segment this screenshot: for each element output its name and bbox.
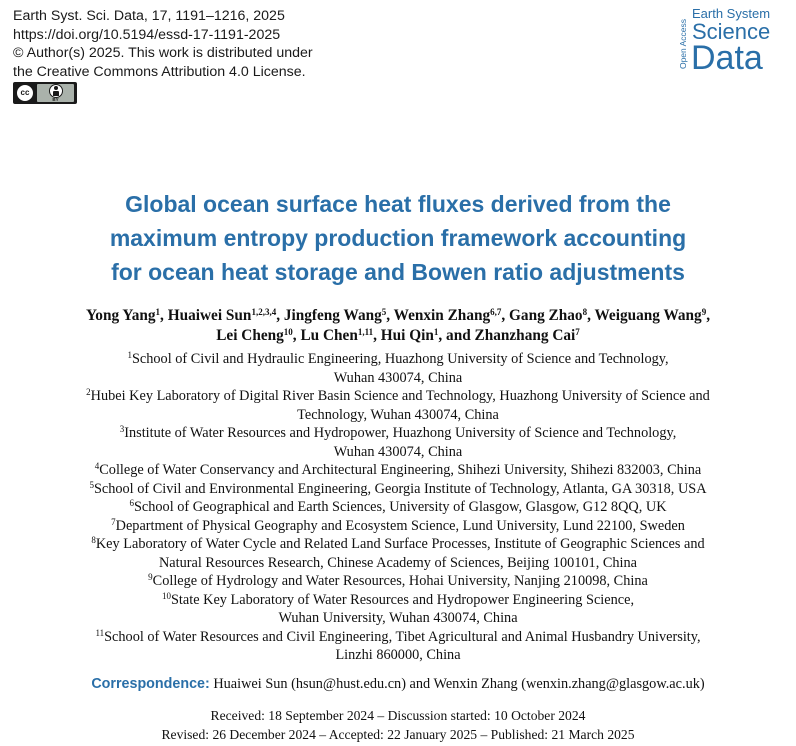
author-name: Weiguang Wang	[594, 307, 702, 324]
by-label: BY	[52, 97, 59, 102]
affiliation-item	[0, 350, 796, 369]
author-name: Lu Chen	[300, 327, 358, 344]
publication-dates	[0, 706, 796, 744]
affiliation-item	[0, 461, 796, 480]
affiliation-text: Department of Physical Geography and Ecosystem Science, Lund University, Lund 22100, Sweden	[115, 517, 685, 534]
affiliation-text: Key Laboratory of Water Cycle and Related Land Surface Processes, Institute of Geographic Sciences and	[95, 536, 705, 552]
author-separator: ,	[706, 307, 711, 324]
affiliation-number: 6	[129, 498, 134, 508]
author-name: Huaiwei Sun	[167, 307, 252, 324]
open-access-label: Open Access	[678, 18, 688, 70]
author-line-2	[0, 326, 796, 346]
author-line-1	[0, 306, 796, 326]
affiliation-item	[0, 387, 796, 406]
affiliation-continuation: Wuhan 430074, China	[333, 443, 463, 460]
affiliation-text: State Key Laboratory of Water Resources and Hydropower Engineering Science,	[170, 591, 635, 608]
author-affiliation-marker: 1	[155, 307, 161, 317]
correspondence-text[interactable]: Huaiwei Sun (hsun@hust.edu.cn) and Wenxin Zhang (wenxin.zhang@glasgow.ac.uk)	[213, 676, 705, 692]
affiliation-item	[0, 517, 796, 536]
affiliation-continuation: Linzhi 860000, China	[335, 647, 461, 663]
author-separator: ,	[373, 327, 381, 344]
author-separator: ,	[386, 307, 394, 324]
author-name: Jingfeng Wang	[283, 307, 382, 324]
affiliation-item	[0, 572, 796, 591]
by-icon	[37, 84, 74, 102]
affiliation-text: Institute of Water Resources and Hydropower, Huazhong University of Science and Technology,	[124, 425, 677, 441]
affiliation-continuation: Wuhan University, Wuhan 430074, China	[278, 610, 518, 626]
affiliation-continuation: Technology, Wuhan 430074, China	[297, 406, 499, 423]
author-name: Lei Cheng	[216, 327, 284, 344]
affiliation-continuation: Natural Resources Research, Chinese Academy of Sciences, Beijing 100101, China	[158, 554, 638, 571]
author-separator: , and	[438, 327, 475, 344]
affiliation-number: 11	[95, 627, 105, 638]
author-name: Yong Yang	[85, 307, 156, 324]
affiliation-continuation: Wuhan 430074, China	[333, 369, 463, 386]
affiliation-text: Hubei Key Laboratory of Digital River Basin Science and Technology, Huazhong University of Science and	[90, 388, 710, 404]
affiliation-number: 8	[91, 535, 96, 545]
citation-text: Earth Syst. Sci. Data, 17, 1191–1216, 2025	[13, 8, 285, 24]
affiliation-number: 3	[119, 424, 125, 434]
affiliation-list	[0, 350, 796, 665]
author-affiliation-marker: 6,7	[490, 307, 502, 317]
affiliation-text: College of Water Conservancy and Architectural Engineering, Shihezi University, Shihezi 832003, China	[99, 462, 702, 478]
author-affiliation-marker: 9	[701, 307, 707, 317]
affiliation-item	[0, 498, 796, 517]
author-name: Hui Qin	[380, 327, 434, 344]
author-affiliation-marker: 8	[582, 307, 588, 317]
doi-link[interactable]: https://doi.org/10.5194/essd-17-1191-2025	[13, 26, 281, 43]
logo-line-data: Data	[691, 39, 763, 77]
author-separator: ,	[587, 307, 595, 324]
correspondence	[0, 675, 796, 693]
logo-line-science: Science	[692, 19, 771, 44]
affiliation-text: School of Water Resources and Civil Engineering, Tibet Agricultural and Animal Husbandry University,	[104, 628, 701, 645]
author-separator: ,	[160, 307, 168, 324]
author-separator: ,	[292, 327, 301, 344]
citation-header	[13, 7, 313, 81]
affiliation-number: 4	[94, 461, 100, 471]
author-list	[0, 306, 796, 346]
paper-title	[0, 187, 796, 289]
author-name: Zhanzhang Cai	[474, 327, 576, 344]
affiliation-number: 9	[148, 572, 153, 582]
affiliation-item	[0, 480, 796, 499]
affiliation-text: School of Civil and Environmental Engineering, Georgia Institute of Technology, Atlanta, GA 30318, USA	[93, 480, 707, 497]
license-text-line1: © Author(s) 2025. This work is distributed under	[13, 45, 313, 62]
affiliation-text: School of Geographical and Earth Sciences, University of Glasgow, Glasgow, G12 8QQ, UK	[133, 499, 667, 515]
affiliation-number: 5	[89, 479, 94, 490]
author-separator: ,	[276, 307, 284, 324]
dates-revised-accepted-published: Revised: 26 December 2024 – Accepted: 22 January 2025 – Published: 21 March 2025	[161, 727, 635, 742]
affiliation-item	[0, 535, 796, 554]
affiliation-number: 1	[127, 350, 132, 360]
affiliation-text: College of Hydrology and Water Resources, Hohai University, Nanjing 210098, China	[152, 573, 648, 589]
affiliation-item	[0, 424, 796, 443]
journal-logo	[678, 6, 780, 78]
author-affiliation-marker: 7	[575, 327, 580, 337]
author-affiliation-marker: 1,11	[357, 327, 374, 337]
affiliation-item	[0, 628, 796, 647]
author-affiliation-marker: 5	[381, 307, 387, 317]
author-affiliation-marker: 10	[283, 327, 293, 337]
correspondence-label: Correspondence:	[91, 676, 210, 692]
title-line-1: Global ocean surface heat fluxes derived from the	[125, 191, 671, 217]
affiliation-item	[0, 591, 796, 610]
title-line-3: for ocean heat storage and Bowen ratio adjustments	[111, 259, 685, 285]
logo-line-earth-system: Earth System	[692, 6, 771, 21]
cc-icon: cc	[16, 84, 34, 102]
author-affiliation-marker: 1	[433, 327, 439, 337]
affiliation-text: School of Civil and Hydraulic Engineering, Huazhong University of Science and Technology,	[131, 351, 669, 367]
affiliation-number: 7	[111, 516, 116, 527]
affiliation-number: 10	[161, 590, 171, 601]
dates-received-discussion: Received: 18 September 2024 – Discussion started: 10 October 2024	[210, 708, 586, 723]
affiliation-number: 2	[86, 387, 91, 397]
title-line-2: maximum entropy production framework accounting	[109, 225, 687, 251]
author-affiliation-marker: 1,2,3,4	[251, 307, 277, 317]
cc-by-license-icon[interactable]	[13, 82, 77, 104]
author-name: Wenxin Zhang	[393, 307, 491, 324]
author-separator: ,	[501, 307, 510, 324]
author-name: Gang Zhao	[509, 307, 583, 324]
license-text-line2[interactable]: the Creative Commons Attribution 4.0 License.	[13, 63, 306, 80]
